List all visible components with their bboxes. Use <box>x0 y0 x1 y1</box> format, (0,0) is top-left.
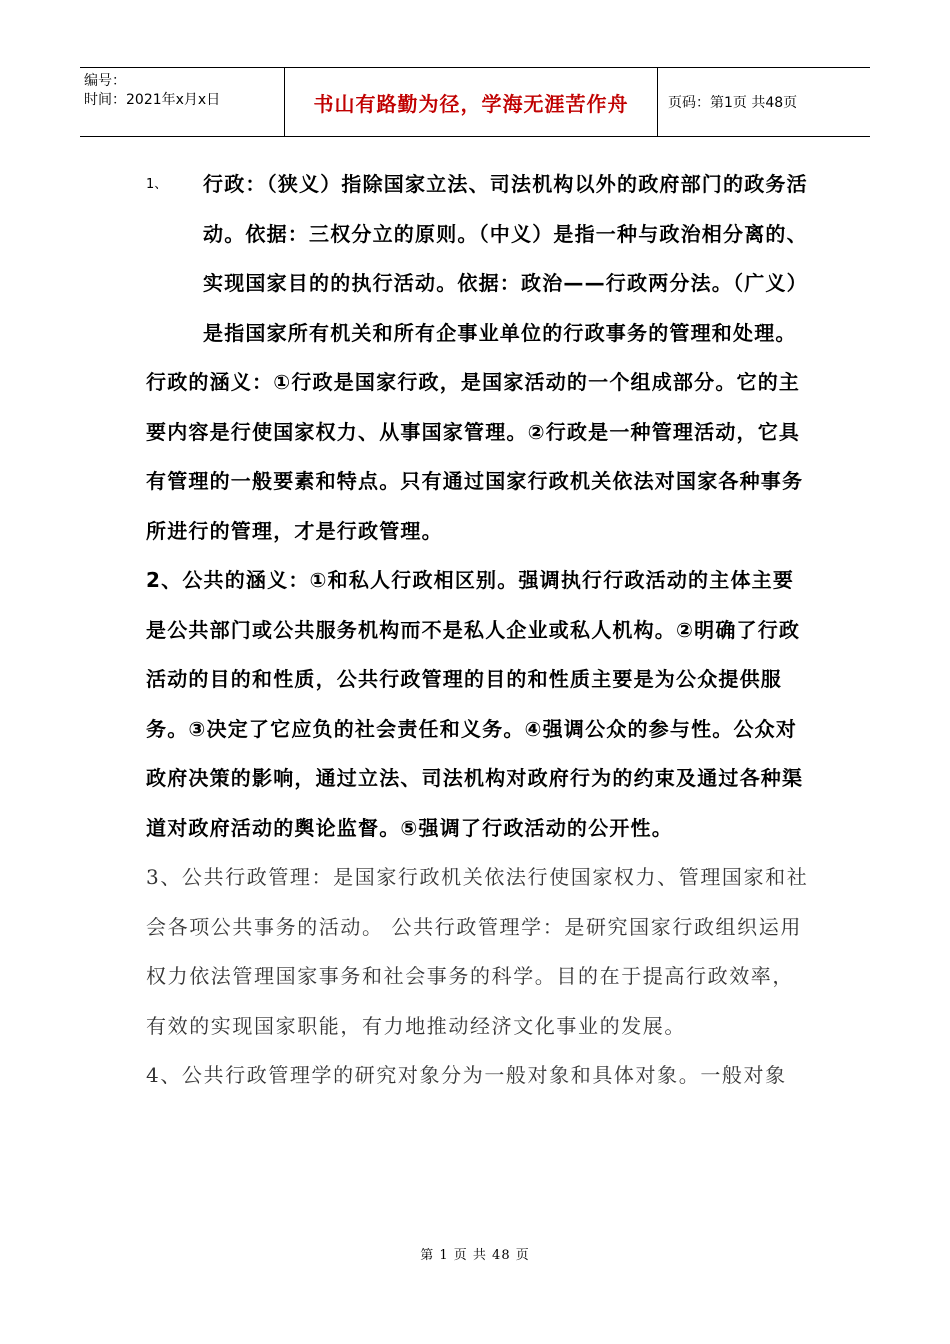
item1-text: 行政：（狭义）指除国家立法、司法机构以外的政府部门的政务活动。依据：三权分立的原则。（中义）是指一种与政治相分离的、实现国家目的的执行活动。依据：政治——行政两分法。（广义）是指国家所有机关和所有企事业单位的行政事务的管理和处理。 <box>203 172 808 345</box>
header-time-label: 时间：2021年x月x日 <box>84 92 221 108</box>
header-page-info: 页码：第1页 共48页 <box>668 95 798 111</box>
list-item-1 <box>146 160 810 358</box>
document-header <box>80 67 870 137</box>
paragraph-public-administration: 3、公共行政管理：是国家行政机关依法行使国家权力、管理国家和社会各项公共事务的活动。 公共行政管理学：是研究国家行政组织运用权力依法管理国家事务和社会事务的科学。目的在于提高行政效率，有效的实现国家职能，有力地推动经济文化事业的发展。 <box>146 865 809 1038</box>
paragraph-research-object: 4、公共行政管理学的研究对象分为一般对象和具体对象。一般对象 <box>146 1063 787 1087</box>
paragraph-public-meaning: 2、公共的涵义：①和私人行政相区别。强调执行行政活动的主体主要是公共部门或公共服务机构而不是私人企业或私人机构。②明确了行政活动的目的和性质，公共行政管理的目的和性质主要是为公众提供服务。③决定了它应负的社会责任和义务。④强调公众的参与性。公众对政府决策的影响，通过立法、司法机构对政府行为的约束及通过各种渠道对政府活动的舆论监督。⑤强调了行政活动的公开性。 <box>146 568 804 840</box>
page-footer: 第 1 页 共 48 页 <box>420 1248 530 1263</box>
document-body <box>146 160 810 1101</box>
paragraph-administration-meaning: 行政的涵义：①行政是国家行政，是国家活动的一个组成部分。它的主要内容是行使国家权力、从事国家管理。②行政是一种管理活动，它具有管理的一般要素和特点。只有通过国家行政机关依法对国家各种事务所进行的管理，才是行政管理。 <box>146 370 804 543</box>
header-meta <box>80 68 285 136</box>
header-number-label: 编号： <box>84 73 126 89</box>
header-motto: 书山有路勤为径，学海无涯苦作舟 <box>285 68 658 136</box>
item1-number: 1、 <box>146 177 168 192</box>
